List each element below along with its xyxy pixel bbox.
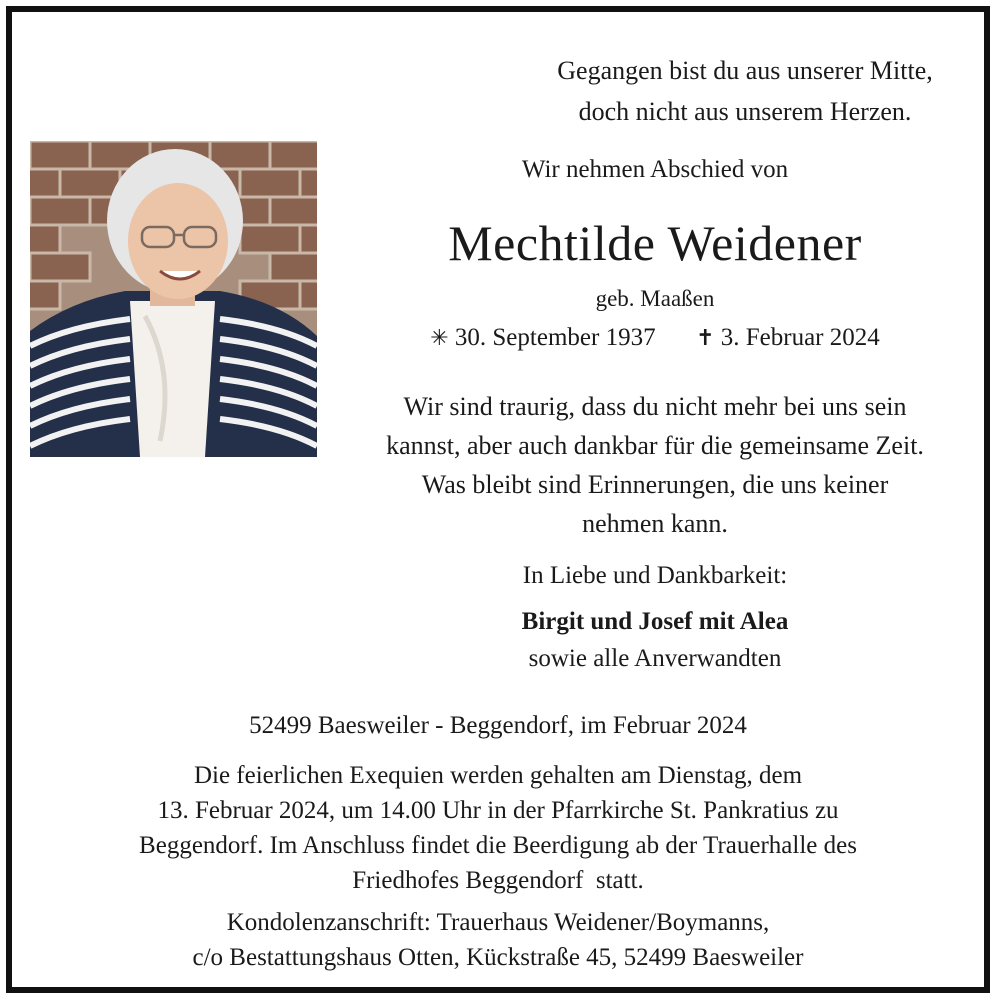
verse-line-4: nehmen kann. [582,509,728,538]
service-line-2: 13. Februar 2024, um 14.00 Uhr in der Pfarrkirche St. Pankratius zu [157,797,839,824]
maiden-name: geb. Maaßen [595,286,715,311]
service-line-1: Die feierlichen Exequien werden gehalten am Dienstag, dem [193,762,803,789]
condolence-address [0,905,996,975]
signoff-intro: In Liebe und Dankbarkeit: [522,562,788,589]
deceased-name: Mechtilde Weidener [448,215,862,271]
death-cross-icon: ✝ [696,326,715,351]
condolence-line-1: Kondolenzanschrift: Trauerhaus Weidener/Boymanns, [226,909,770,936]
motto-line-2: doch nicht aus unserem Herzen. [578,97,912,126]
service-line-4: Friedhofes Beggendorf statt. [352,867,644,894]
motto [520,50,970,132]
mourner-names: Birgit und Josef mit Alea [521,608,789,635]
birth-date: 30. September 1937 [454,324,656,351]
verse-line-1: Wir sind traurig, dass du nicht mehr bei uns sein [403,392,907,421]
service-info [0,758,996,898]
verse-line-2: kannst, aber auch dankbar für die gemeinsame Zeit. [386,431,924,460]
farewell-intro: Wir nehmen Abschied von [521,156,789,183]
verse [335,387,975,543]
service-line-3: Beggendorf. Im Anschluss findet die Beerdigung ab der Trauerhalle des [139,832,857,859]
motto-line-1: Gegangen bist du aus unserer Mitte, [557,56,933,85]
death-date: 3. Februar 2024 [720,324,880,351]
life-dates [320,324,990,352]
birth-star-icon: ✳ [430,326,449,351]
condolence-line-2: c/o Bestattungshaus Otten, Kückstraße 45, 52499 Baesweiler [192,944,804,971]
portrait-photo [30,141,317,457]
relatives-line: sowie alle Anverwandten [528,645,782,672]
place-date: 52499 Baesweiler - Beggendorf, im Februar 2024 [249,712,747,739]
verse-line-3: Was bleibt sind Erinnerungen, die uns keiner [421,470,889,499]
